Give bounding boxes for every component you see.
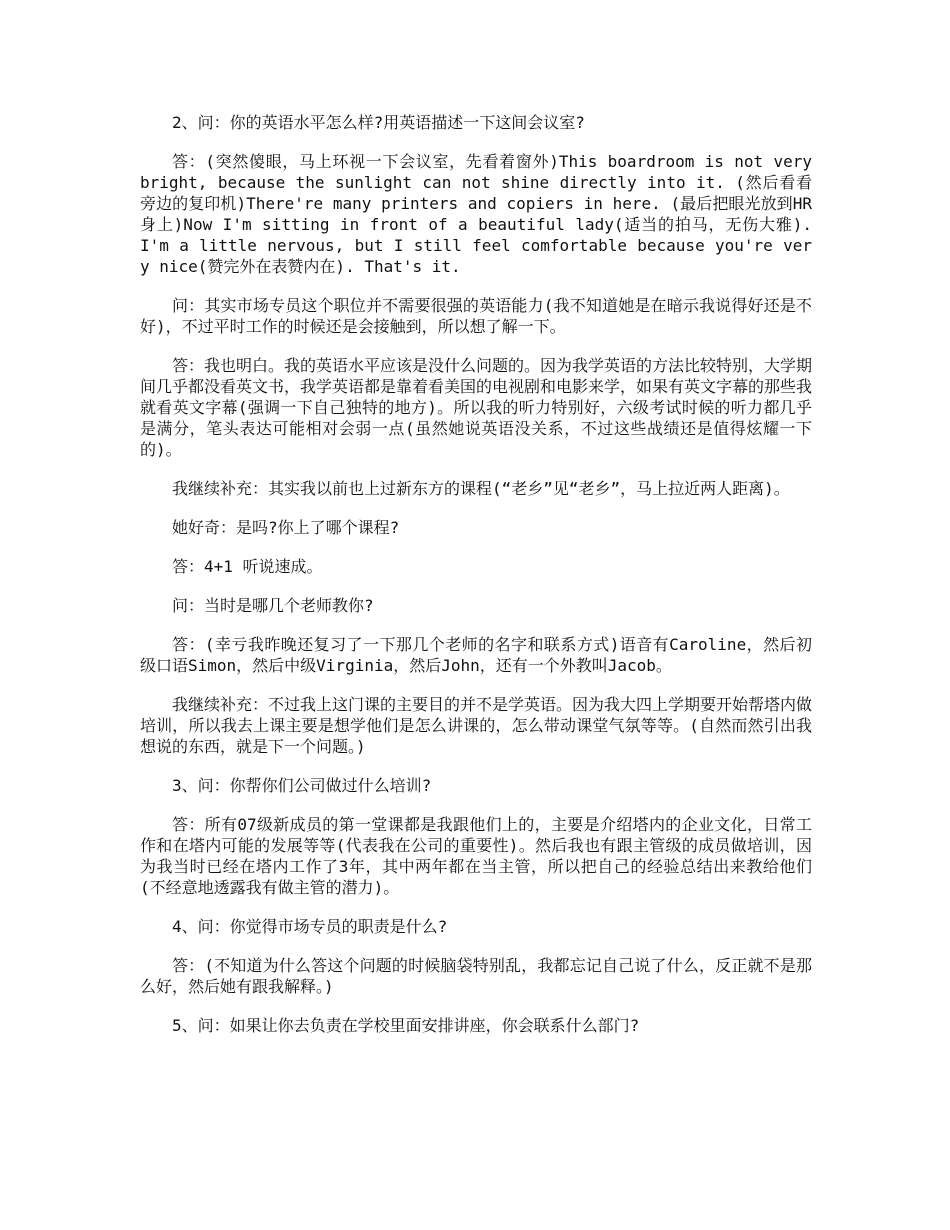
- question-4-responsibilities: 4、问：你觉得市场专员的职责是什么?: [172, 917, 448, 936]
- supplement-course-purpose: 我继续补充：不过我上这门课的主要目的并不是学英语。因为我大四上学期要开始帮塔内做培训，所以我去上课主要是想学他们是怎么讲课的，怎么带动课堂气氛等等。(自然而然引出我想说的东西，就是下一个问题。): [140, 695, 813, 756]
- answer-training-experience: 答：所有07级新成员的第一堂课都是我跟他们上的，主要是介绍塔内的企业文化，日常工作和在塔内可能的发展等等(代表我在公司的重要性)。然后我也有跟主管级的成员做培训，因为我当时已经在塔内工作了3年，其中两年都在当主管，所以把自己的经验总结出来教给他们(不经意地透露我有做主管的潜力)。: [140, 815, 812, 897]
- answer-teacher-names: 答：(幸亏我昨晚还复习了一下那几个老师的名字和联系方式)语音有Caroline，然后初级口语Simon，然后中级Virginia，然后John，还有一个外教叫Jacob。: [140, 635, 812, 675]
- followup-english-requirement: 问：其实市场专员这个职位并不需要很强的英语能力(我不知道她是在暗示我说得好还是不好)，不过平时工作的时候还是会接触到，所以想了解一下。: [140, 296, 812, 336]
- question-which-course: 她好奇：是吗?你上了哪个课程?: [172, 518, 400, 537]
- question-2-english-level: 2、问：你的英语水平怎么样?用英语描述一下这间会议室?: [172, 113, 585, 132]
- answer-boardroom-description: 答：(突然傻眼，马上环视一下会议室，先看着窗外)This boardroom is not very bright, because the sunlight can not shine directly into it. (然后看看旁边的复印机)There're many printers and copiers in here. (最后把眼光放到HR身上)Now I'm sitting in front of a beautiful lady(适当的拍马，无伤大雅). I'm a little nervous, but I still feel comfortable because you're very nice(赞完外在表赞内在). That's it.: [140, 152, 812, 276]
- supplement-new-oriental: 我继续补充：其实我以前也上过新东方的课程(“老乡”见“老乡”，马上拉近两人距离)。: [172, 479, 790, 498]
- question-5-lecture-arrangement: 5、问：如果让你去负责在学校里面安排讲座，你会联系什么部门?: [172, 1016, 640, 1035]
- question-3-training: 3、问：你帮你们公司做过什么培训?: [172, 776, 432, 795]
- question-which-teachers: 问：当时是哪几个老师教你?: [172, 596, 374, 615]
- answer-course-name: 答：4+1 听说速成。: [172, 557, 323, 576]
- document-body: [140, 112, 812, 1054]
- answer-responsibilities: 答：(不知道为什么答这个问题的时候脑袋特别乱，我都忘记自己说了什么，反正就不是那么好，然后她有跟我解释。): [140, 956, 812, 996]
- answer-english-ability: 答：我也明白。我的英语水平应该是没什么问题的。因为我学英语的方法比较特别，大学期间几乎都没看英文书，我学英语都是靠着看美国的电视剧和电影来学，如果有英文字幕的那些我就看英文字幕(强调一下自己独特的地方)。所以我的听力特别好，六级考试时候的听力都几乎是满分，笔头表达可能相对会弱一点(虽然她说英语没关系，不过这些战绩还是值得炫耀一下的)。: [140, 356, 813, 459]
